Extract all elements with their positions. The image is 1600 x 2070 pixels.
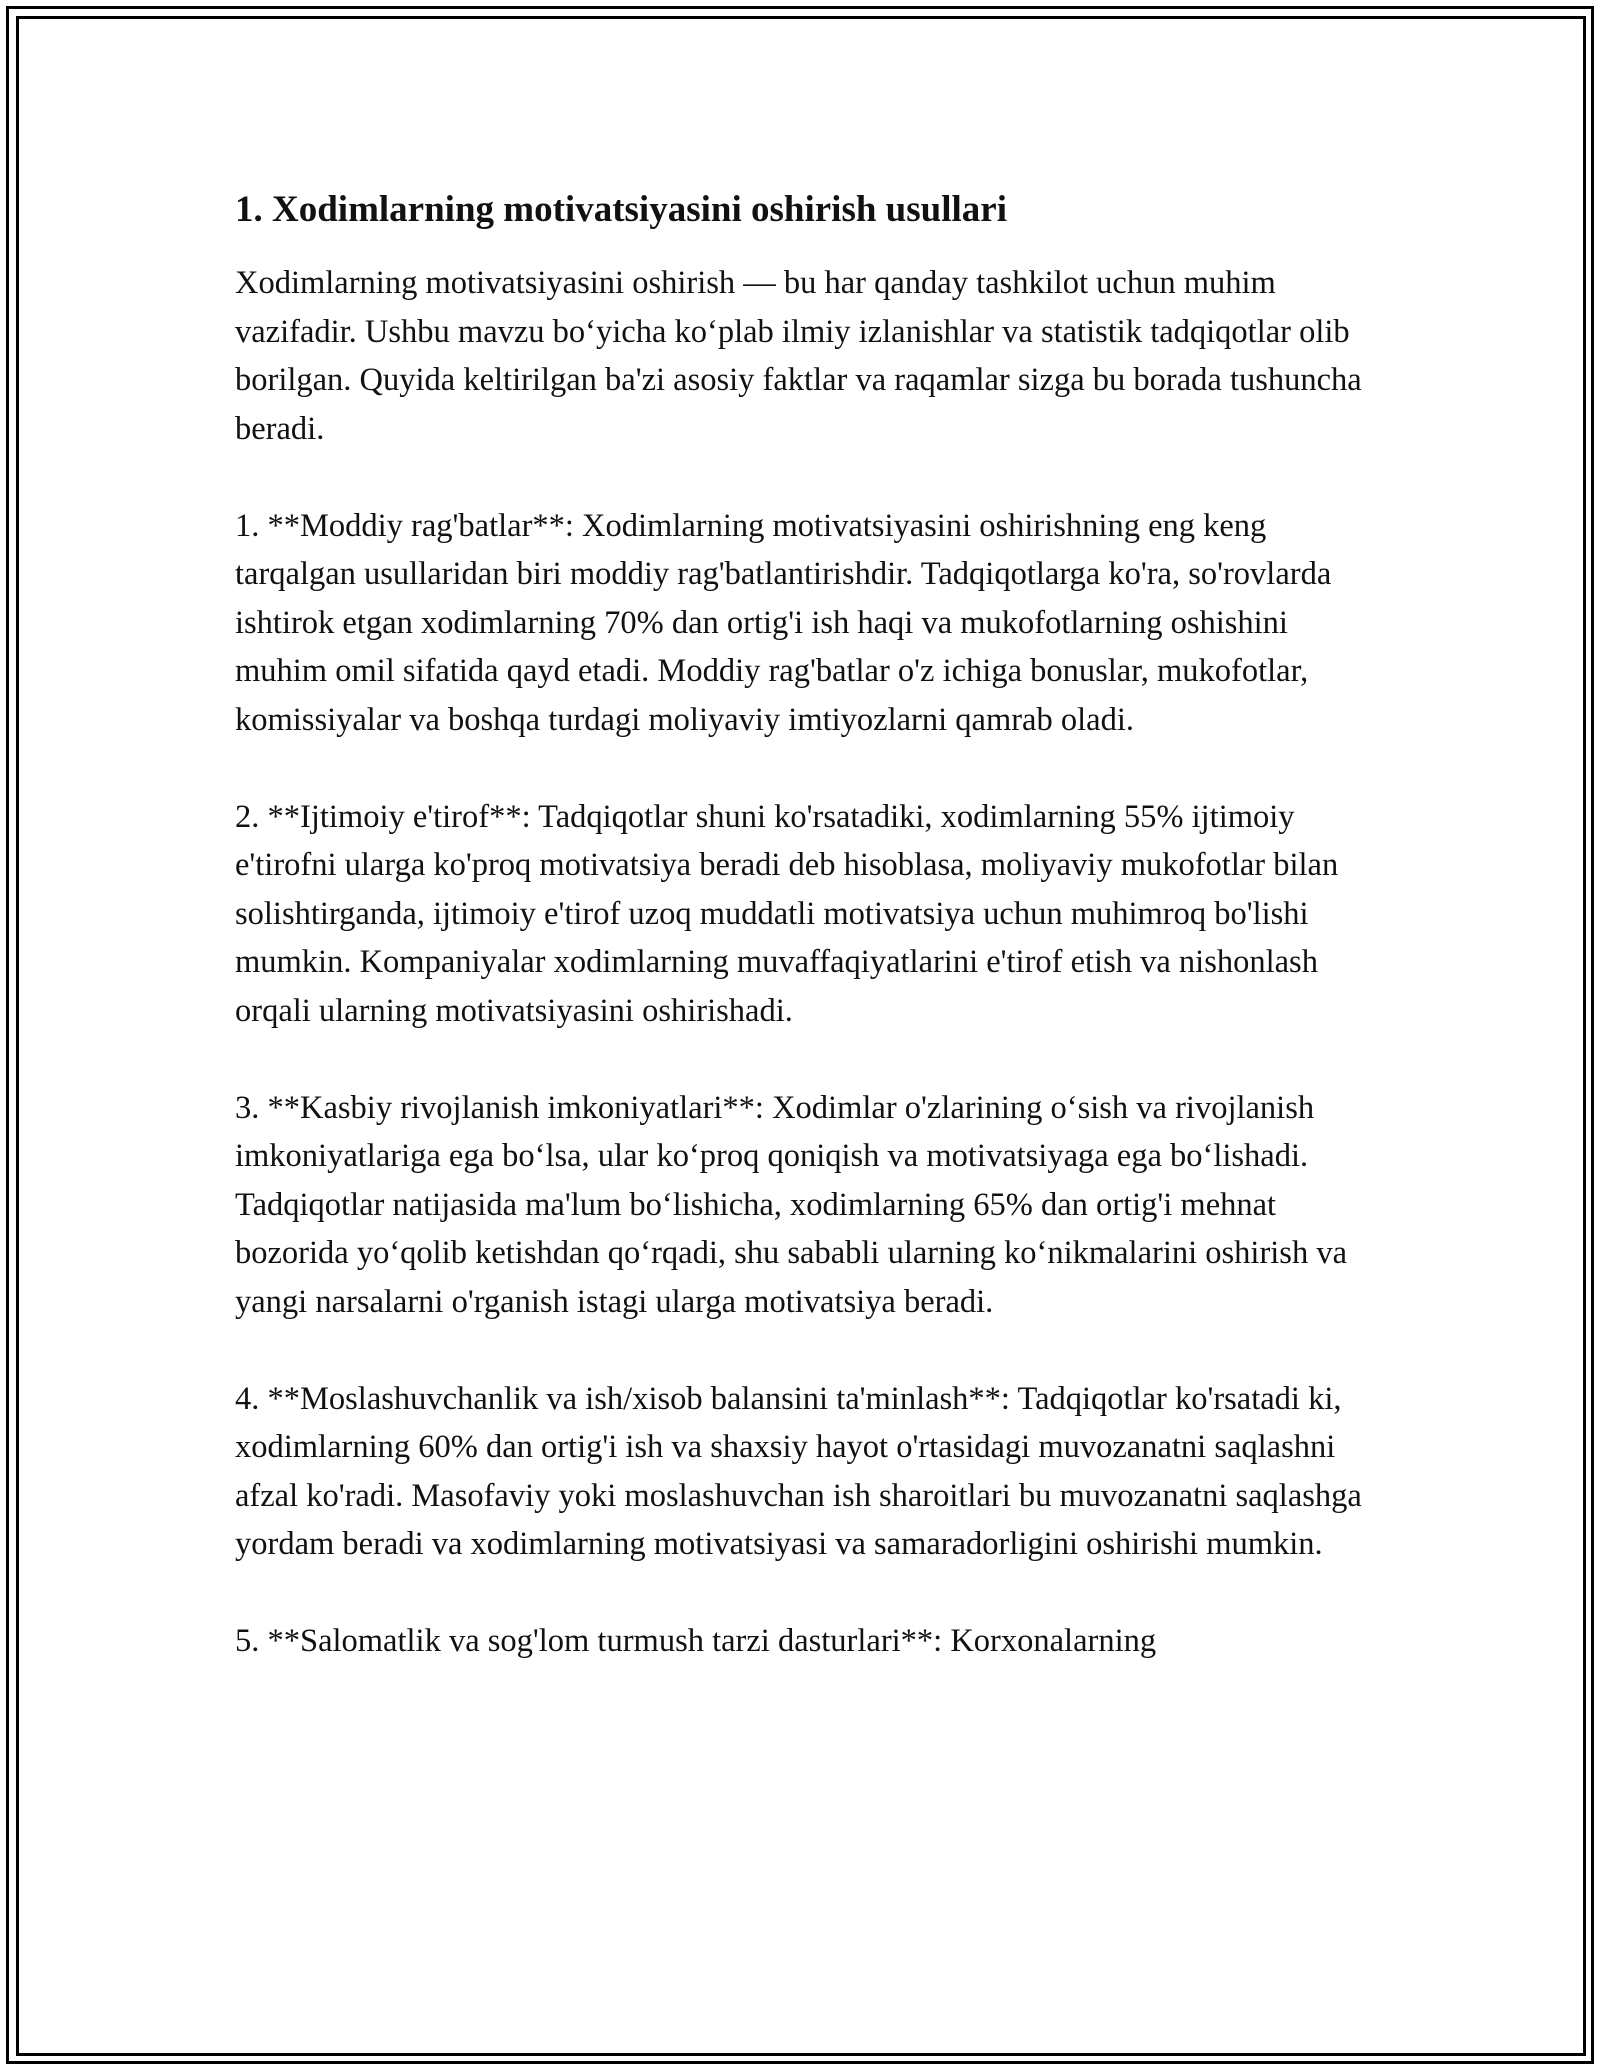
paragraph-kasbiy-rivojlanish: 3. **Kasbiy rivojlanish imkoniyatlari**: Xodimlar o'zlarining o‘sish va rivojlanish imkoniyatlariga ega bo‘lsa, ular ko‘proq qoniqish va motivatsiyaga ega bo‘lishadi. Tadqiqotlar natijasida ma'lum bo‘lishicha, xodimlarning 65% dan ortig'i mehnat bozorida yo‘qolib ketishdan qo‘rqadi, shu sababli ularning ko‘nikmalarini oshirish va yangi narsalarni o'rganish istagi ularga motivatsiya beradi.: [235, 1089, 1347, 1320]
paragraph-moslashuvchanlik: 4. **Moslashuvchanlik va ish/xisob balansini ta'minlash**: Tadqiqotlar ko'rsatadi ki, xodimlarning 60% dan ortig'i ish va shaxsiy hayot o'rtasidagi muvozanatni saqlashni afzal ko'radi. Masofaviy yoki moslashuvchan ish sharoitlari bu muvozanatni saqlashga yordam beradi va xodimlarning motivatsiyasi va samaradorligini oshirishi mumkin.: [235, 1380, 1362, 1562]
paragraph-ijtimoiy-etirof: 2. **Ijtimoiy e'tirof**: Tadqiqotlar shuni ko'rsatadiki, xodimlarning 55% ijtimoiy e'tirofni ularga ko'proq motivatsiya beradi deb hisoblasa, moliyaviy mukofotlar bilan solishtirganda, ijtimoiy e'tirof uzoq muddatli motivatsiya uchun muhimroq bo'lishi mumkin. Kompaniyalar xodimlarning muvaffaqiyatlarini e'tirof etish va nishonlash orqali ularning motivatsiyasini oshirishadi.: [235, 798, 1339, 1029]
document-title: 1. Xodimlarning motivatsiyasini oshirish usullari: [235, 189, 1007, 230]
paragraph-salomatlik: 5. **Salomatlik va sog'lom turmush tarzi dasturlari**: Korxonalarning: [235, 1623, 1157, 1659]
intro-paragraph: Xodimlarning motivatsiyasini oshirish — bu har qanday tashkilot uchun muhim vazifadir. Ushbu mavzu bo‘yicha ko‘plab ilmiy izlanishlar va statistik tadqiqotlar olib borilgan. Quyida keltirilgan ba'zi asosiy faktlar va raqamlar sizga bu borada tushuncha beradi.: [235, 265, 1362, 447]
document-page: [235, 185, 1375, 1714]
paragraph-moddiy-ragbatlar: 1. **Moddiy rag'batlar**: Xodimlarning motivatsiyasini oshirishning eng keng tarqalgan usullaridan biri moddiy rag'batlantirishdir. Tadqiqotlarga ko'ra, so'rovlarda ishtirok etgan xodimlarning 70% dan ortig'i ish haqi va mukofotlarning oshishini muhim omil sifatida qayd etadi. Moddiy rag'batlar o'z ichiga bonuslar, mukofotlar, komissiyalar va boshqa turdagi moliyaviy imtiyozlarni qamrab oladi.: [235, 507, 1332, 738]
